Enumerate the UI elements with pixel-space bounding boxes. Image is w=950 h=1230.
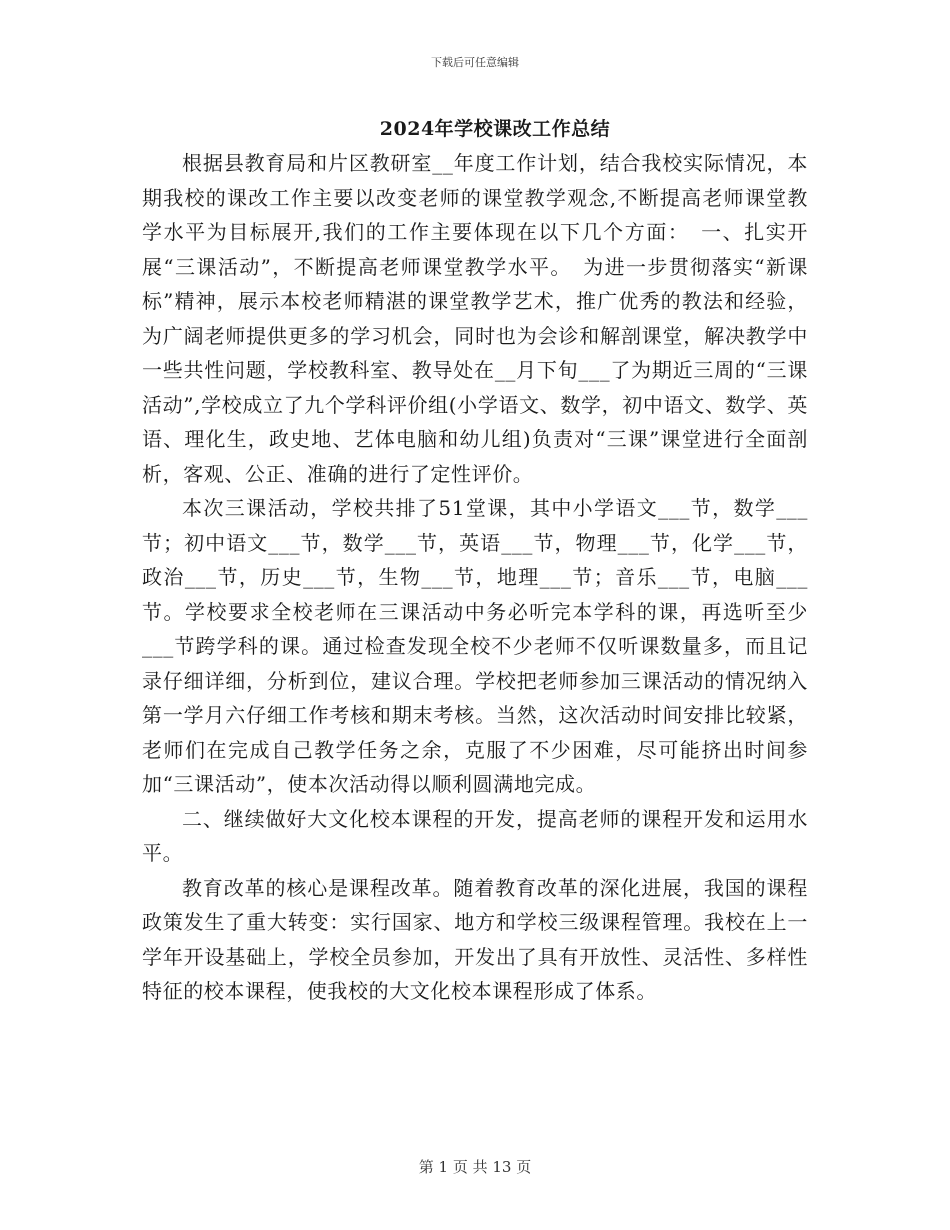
body-paragraph: 二、继续做好大文化校本课程的开发，提高老师的课程开发和运用水平。 — [142, 806, 808, 865]
body-paragraph: 教育改革的核心是课程改革。随着教育改革的深化进展，我国的课程政策发生了重大转变：实行国家、地方和学校三级课程管理。我校在上一学年开设基础上，学校全员参加，开发出了具有开放性、灵活性、多样性特征的校本课程，使我校的大文化校本课程形成了体系。 — [142, 875, 808, 1003]
body-paragraph: 本次三课活动，学校共排了51堂课，其中小学语文___节，数学___节；初中语文___节，数学___节，英语___节，物理___节，化学___节，政治___节，历史___节，生物___节，地理___节；音乐___节，电脑___节。学校要求全校老师在三课活动中务必听完本学科的课，再选听至少___节跨学科的课。通过检查发现全校不少老师不仅听课数量多，而且记录仔细详细，分析到位，建议合理。学校把老师参加三课活动的情况纳入第一学月六仔细工作考核和期末考核。当然，这次活动时间安排比较紧，老师们在完成自己教学任务之余，克服了不少困难，尽可能挤出时间参加“三课活动”，使本次活动得以顺利圆满地完成。 — [142, 496, 808, 796]
page-indicator: 第 1 页 共 13 页 — [418, 1158, 532, 1176]
document-title: 2024年学校课改工作总结 — [379, 118, 611, 140]
page-header-note: 下载后可任意编辑 — [431, 56, 519, 69]
document-body — [142, 146, 808, 1009]
body-paragraph: 根据县教育局和片区教研室__年度工作计划，结合我校实际情况，本期我校的课改工作主要以改变老师的课堂教学观念,不断提高老师课堂教学水平为目标展开,我们的工作主要体现在以下几个方面： 一、扎实开展“三课活动”，不断提高老师课堂教学水平。 为进一步贯彻落实“新课标”精神，展示本校老师精湛的课堂教学艺术，推广优秀的教法和经验，为广阔老师提供更多的学习机会，同时也为会诊和解剖课堂，解决教学中一些共性问题，学校教科室、教导处在__月下旬___了为期近三周的“三课活动”,学校成立了九个学科评价组(小学语文、数学，初中语文、数学、英语、理化生，政史地、艺体电脑和幼儿组)负责对“三课”课堂进行全面剖析，客观、公正、准确的进行了定性评价。 — [142, 151, 808, 486]
